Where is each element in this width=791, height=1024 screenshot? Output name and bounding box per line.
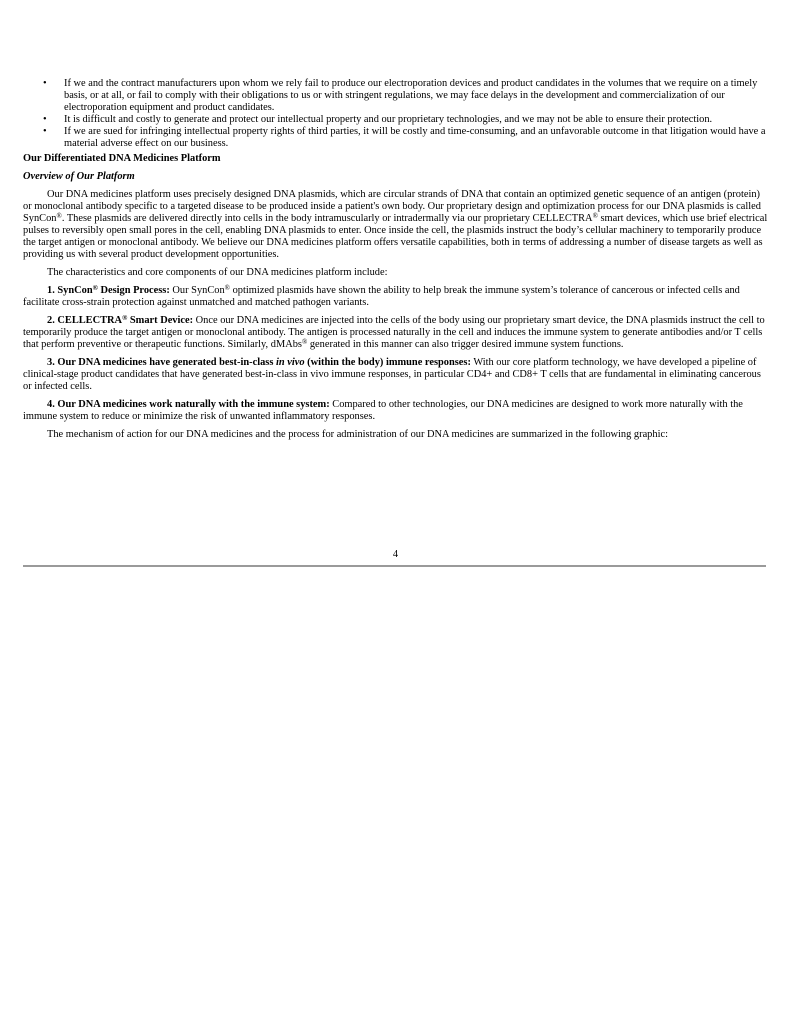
item-work-naturally-lead: 4. Our DNA medicines work naturally with the immune system: xyxy=(47,399,330,410)
overview-text-1: Our DNA medicines platform uses precisely designed DNA plasmids, which are circular strands of DNA that contain an optimized genetic sequence of an antigen (protein) or monoclonal antibody specific to a targeted disease to be produced inside a patient's own body. Our proprietary design and optimization process for our DNA plasmids is called SynCon xyxy=(23,189,761,224)
item-syncon-lead xyxy=(47,285,170,296)
registered-mark: ® xyxy=(592,212,598,220)
item-syncon-lead-a: 1. SynCon xyxy=(47,285,93,296)
risk-bullet-list xyxy=(23,78,768,150)
page-number: 4 xyxy=(392,549,399,560)
item-cellectra-text-a: Once our DNA medicines are injected into the cells of the body using our proprietary smart device, the DNA plasmids instruct the cell to temporarily produce the target antigen or monoclonal antibody. The antigen is processed naturally in the cell and induces the immune system to generate antibodies and/or T cells that perform preventive or therapeutic functions. Similarly, dMAbs xyxy=(23,315,765,350)
item-cellectra-text-b: generated in this manner can also trigger desired immune system functions. xyxy=(307,339,624,350)
item-syncon-text-a: Our SynCon xyxy=(169,285,225,296)
item-work-naturally-text: Compared to other technologies, our DNA medicines are designed to work more naturally with the immune system to reduce or minimize the risk of unwanted inflammatory responses. xyxy=(23,399,743,422)
document-page xyxy=(23,78,768,441)
item-immune-responses-lead xyxy=(47,357,471,368)
item-syncon xyxy=(23,285,768,309)
risk-bullet-item xyxy=(23,126,768,150)
item-syncon-text-b: optimized plasmids have shown the ability to help break the immune system’s tolerance of cancerous or infected cells and facilitate cross-strain protection against unmatched and matched pathogen variants. xyxy=(23,285,740,308)
overview-paragraph xyxy=(23,189,768,261)
risk-bullet-text: If we and the contract manufacturers upon whom we rely fail to produce our electroporation devices and product candidates in the volumes that we require on a timely basis, or at all, or fail to comply with their obligations to us or with stringent regulations, we may face delays in the development and commercialization of our electroporation equipment and product candidates. xyxy=(64,78,758,113)
registered-mark: ® xyxy=(56,212,62,220)
item-cellectra-lead-b: Smart Device: xyxy=(127,315,194,326)
characteristics-intro: The characteristics and core components of our DNA medicines platform include: xyxy=(47,267,388,278)
overview-text-3: smart devices, which use brief electrical pulses to reversibly open small pores in the cell, enabling DNA plasmids to enter. Once inside the cell, the plasmids instruct the body’s cellular machinery to temporarily produce the target antigen or monoclonal antibody. We believe our DNA medicines platform offers versatile capabilities, both in terms of addressing a number of disease targets as well as providing us with several product development opportunities. xyxy=(23,213,768,260)
item-syncon-lead-b: Design Process: xyxy=(97,285,170,296)
item-immune-lead-b: (within the body) immune responses: xyxy=(304,357,471,368)
item-immune-responses xyxy=(23,357,768,393)
item-cellectra-lead-a: 2. CELLECTRA xyxy=(47,315,123,326)
item-immune-lead-italic: in vivo xyxy=(275,357,305,368)
risk-bullet-item xyxy=(23,114,768,126)
risk-bullet-text: It is difficult and costly to generate and protect our intellectual property and our proprietary technologies, and we may not be able to ensure their protection. xyxy=(64,114,713,125)
bullet-icon: • xyxy=(43,114,47,125)
registered-mark: ® xyxy=(92,284,98,292)
registered-mark: ® xyxy=(122,314,128,322)
bullet-icon: • xyxy=(43,78,47,89)
page-divider xyxy=(23,565,766,567)
risk-bullet-item xyxy=(23,78,768,114)
bullet-icon: • xyxy=(43,126,47,137)
risk-bullet-text: If we are sued for infringing intellectual property rights of third parties, it will be costly and time-consuming, and an unfavorable outcome in that litigation would have a material adverse effect on our business. xyxy=(64,126,766,149)
section-heading: Our Differentiated DNA Medicines Platform xyxy=(23,153,221,164)
item-cellectra xyxy=(23,315,768,351)
item-immune-lead-a: 3. Our DNA medicines have generated best-in-class xyxy=(47,357,276,368)
overview-text-2: . These plasmids are delivered directly into cells in the body intramuscularly or intradermally via our proprietary CELLECTRA xyxy=(61,213,593,224)
subsection-heading: Overview of Our Platform xyxy=(23,171,135,182)
item-work-naturally xyxy=(23,399,768,423)
registered-mark: ® xyxy=(224,284,230,292)
item-immune-responses-text: With our core platform technology, we have developed a pipeline of clinical-stage product candidates that have generated best-in-class in vivo immune responses, in particular CD4+ and CD8+ T cells that are fundamental in eliminating cancerous or infected cells. xyxy=(23,357,761,392)
closing-paragraph: The mechanism of action for our DNA medicines and the process for administration of our DNA medicines are summarized in the following graphic: xyxy=(47,429,668,440)
registered-mark: ® xyxy=(301,338,308,346)
item-cellectra-lead xyxy=(47,315,193,326)
